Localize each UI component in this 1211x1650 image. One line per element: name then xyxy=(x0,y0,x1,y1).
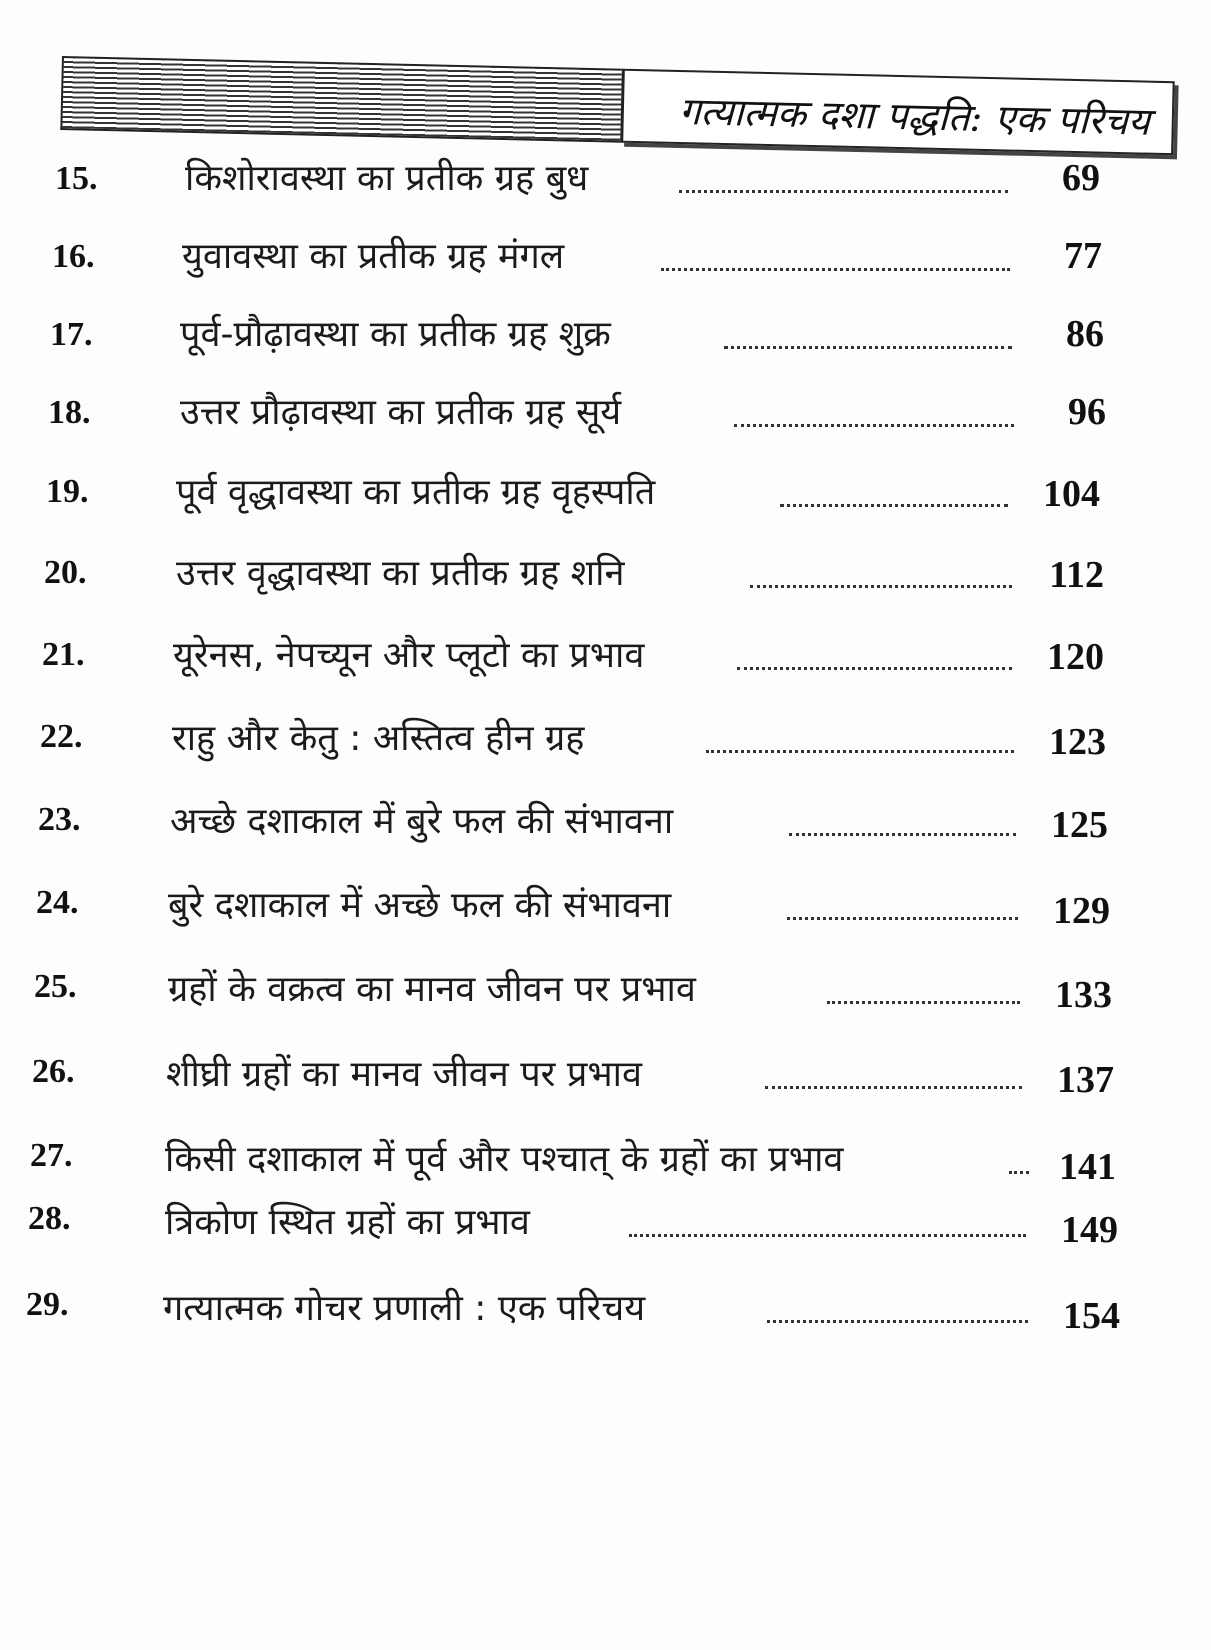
toc-entry-number: 24. xyxy=(36,884,79,921)
toc-entry-title: अच्छे दशाकाल में बुरे फल की संभावना xyxy=(170,801,674,842)
toc-entry-page-number: 120 xyxy=(1047,636,1104,678)
toc-leader-dots xyxy=(827,997,1020,1004)
toc-entry-number: 17. xyxy=(50,316,93,353)
toc-entry-page-number: 69 xyxy=(1062,157,1100,199)
toc-entry-number: 28. xyxy=(28,1200,71,1237)
toc-entry-page-number: 133 xyxy=(1055,974,1112,1016)
toc-entry xyxy=(0,464,1211,524)
header-title: गत्यात्मक दशा पद्धति: एक परिचय xyxy=(678,89,1151,144)
toc-entry-number: 16. xyxy=(52,238,95,275)
toc-entry xyxy=(0,710,1211,770)
toc-entry-number: 23. xyxy=(38,801,81,838)
toc-entry-title: किसी दशाकाल में पूर्व और पश्चात् के ग्रहों का प्रभाव xyxy=(165,1139,844,1180)
toc-entry xyxy=(0,545,1211,605)
toc-entry-page-number: 104 xyxy=(1043,473,1100,515)
toc-entry-number: 22. xyxy=(40,718,83,755)
toc-entry-title: पूर्व-प्रौढ़ावस्था का प्रतीक ग्रह शुक्र xyxy=(180,314,611,355)
toc-entry xyxy=(0,1280,1211,1340)
toc-entry xyxy=(0,1194,1211,1254)
toc-entry xyxy=(0,877,1211,937)
toc-leader-dots xyxy=(780,500,1008,507)
toc-entry xyxy=(0,150,1211,210)
toc-leader-dots xyxy=(706,746,1014,753)
toc-leader-dots xyxy=(661,264,1010,271)
toc-entry xyxy=(0,961,1211,1021)
toc-entry-page-number: 112 xyxy=(1049,554,1104,596)
toc-leader-dots xyxy=(767,1316,1028,1323)
toc-entry xyxy=(0,793,1211,853)
toc-entry-title: राहु और केतु : अस्तित्व हीन ग्रह xyxy=(172,718,585,759)
toc-entry-page-number: 125 xyxy=(1051,804,1108,846)
toc-leader-dots xyxy=(737,663,1012,670)
toc-entry-title: यूरेनस, नेपच्यून और प्लूटो का प्रभाव xyxy=(173,635,645,676)
toc-entry xyxy=(0,1131,1211,1191)
toc-leader-dots xyxy=(750,581,1012,588)
toc-entry-number: 26. xyxy=(32,1053,75,1090)
toc-leader-dots xyxy=(629,1230,1026,1237)
toc-entry-title: उत्तर वृद्धावस्था का प्रतीक ग्रह शनि xyxy=(176,553,625,594)
toc-entry-title: ग्रहों के वक्रत्व का मानव जीवन पर प्रभाव xyxy=(168,969,696,1010)
toc-entry-page-number: 149 xyxy=(1061,1209,1118,1251)
toc-entry-number: 20. xyxy=(44,554,87,591)
toc-entry-page-number: 123 xyxy=(1049,721,1106,763)
toc-entry-number: 25. xyxy=(34,968,77,1005)
toc-entry-page-number: 154 xyxy=(1063,1295,1120,1337)
toc-entry-number: 18. xyxy=(48,394,91,431)
toc-entry-page-number: 77 xyxy=(1064,235,1102,277)
toc-entry-title: बुरे दशाकाल में अच्छे फल की संभावना xyxy=(168,885,672,926)
toc-leader-dots xyxy=(765,1082,1022,1089)
toc-entry-title: उत्तर प्रौढ़ावस्था का प्रतीक ग्रह सूर्य xyxy=(180,392,622,433)
toc-leader-dots xyxy=(787,913,1018,920)
toc-entry xyxy=(0,1046,1211,1106)
toc-entry xyxy=(0,228,1211,288)
toc-entry-title: युवावस्था का प्रतीक ग्रह मंगल xyxy=(182,236,565,277)
toc-entry-title: किशोरावस्था का प्रतीक ग्रह बुध xyxy=(185,158,589,199)
toc-entry-page-number: 137 xyxy=(1057,1059,1114,1101)
toc-entry-title: गत्यात्मक गोचर प्रणाली : एक परिचय xyxy=(163,1288,646,1329)
toc-entry-number: 29. xyxy=(26,1286,69,1323)
toc-entry-number: 15. xyxy=(55,160,98,197)
toc-entry-title: पूर्व वृद्धावस्था का प्रतीक ग्रह वृहस्पति xyxy=(176,472,656,513)
toc-entry-title: शीघ्री ग्रहों का मानव जीवन पर प्रभाव xyxy=(166,1054,642,1095)
toc-entry-page-number: 141 xyxy=(1059,1146,1116,1188)
toc-leader-dots xyxy=(734,420,1014,427)
toc-entry-number: 27. xyxy=(30,1137,73,1174)
toc-entry-page-number: 129 xyxy=(1053,890,1110,932)
toc-leader-dots xyxy=(789,829,1016,836)
toc-entry-page-number: 86 xyxy=(1066,313,1104,355)
toc-entry-number: 19. xyxy=(46,473,89,510)
toc-entry xyxy=(0,306,1211,366)
toc-entry xyxy=(0,627,1211,687)
toc-leader-dots xyxy=(679,186,1008,193)
toc-leader-dots xyxy=(724,342,1012,349)
toc-entry-title: त्रिकोण स्थित ग्रहों का प्रभाव xyxy=(165,1202,530,1243)
toc-entry-number: 21. xyxy=(42,636,85,673)
toc-entry xyxy=(0,384,1211,444)
toc-entry-page-number: 96 xyxy=(1068,391,1106,433)
